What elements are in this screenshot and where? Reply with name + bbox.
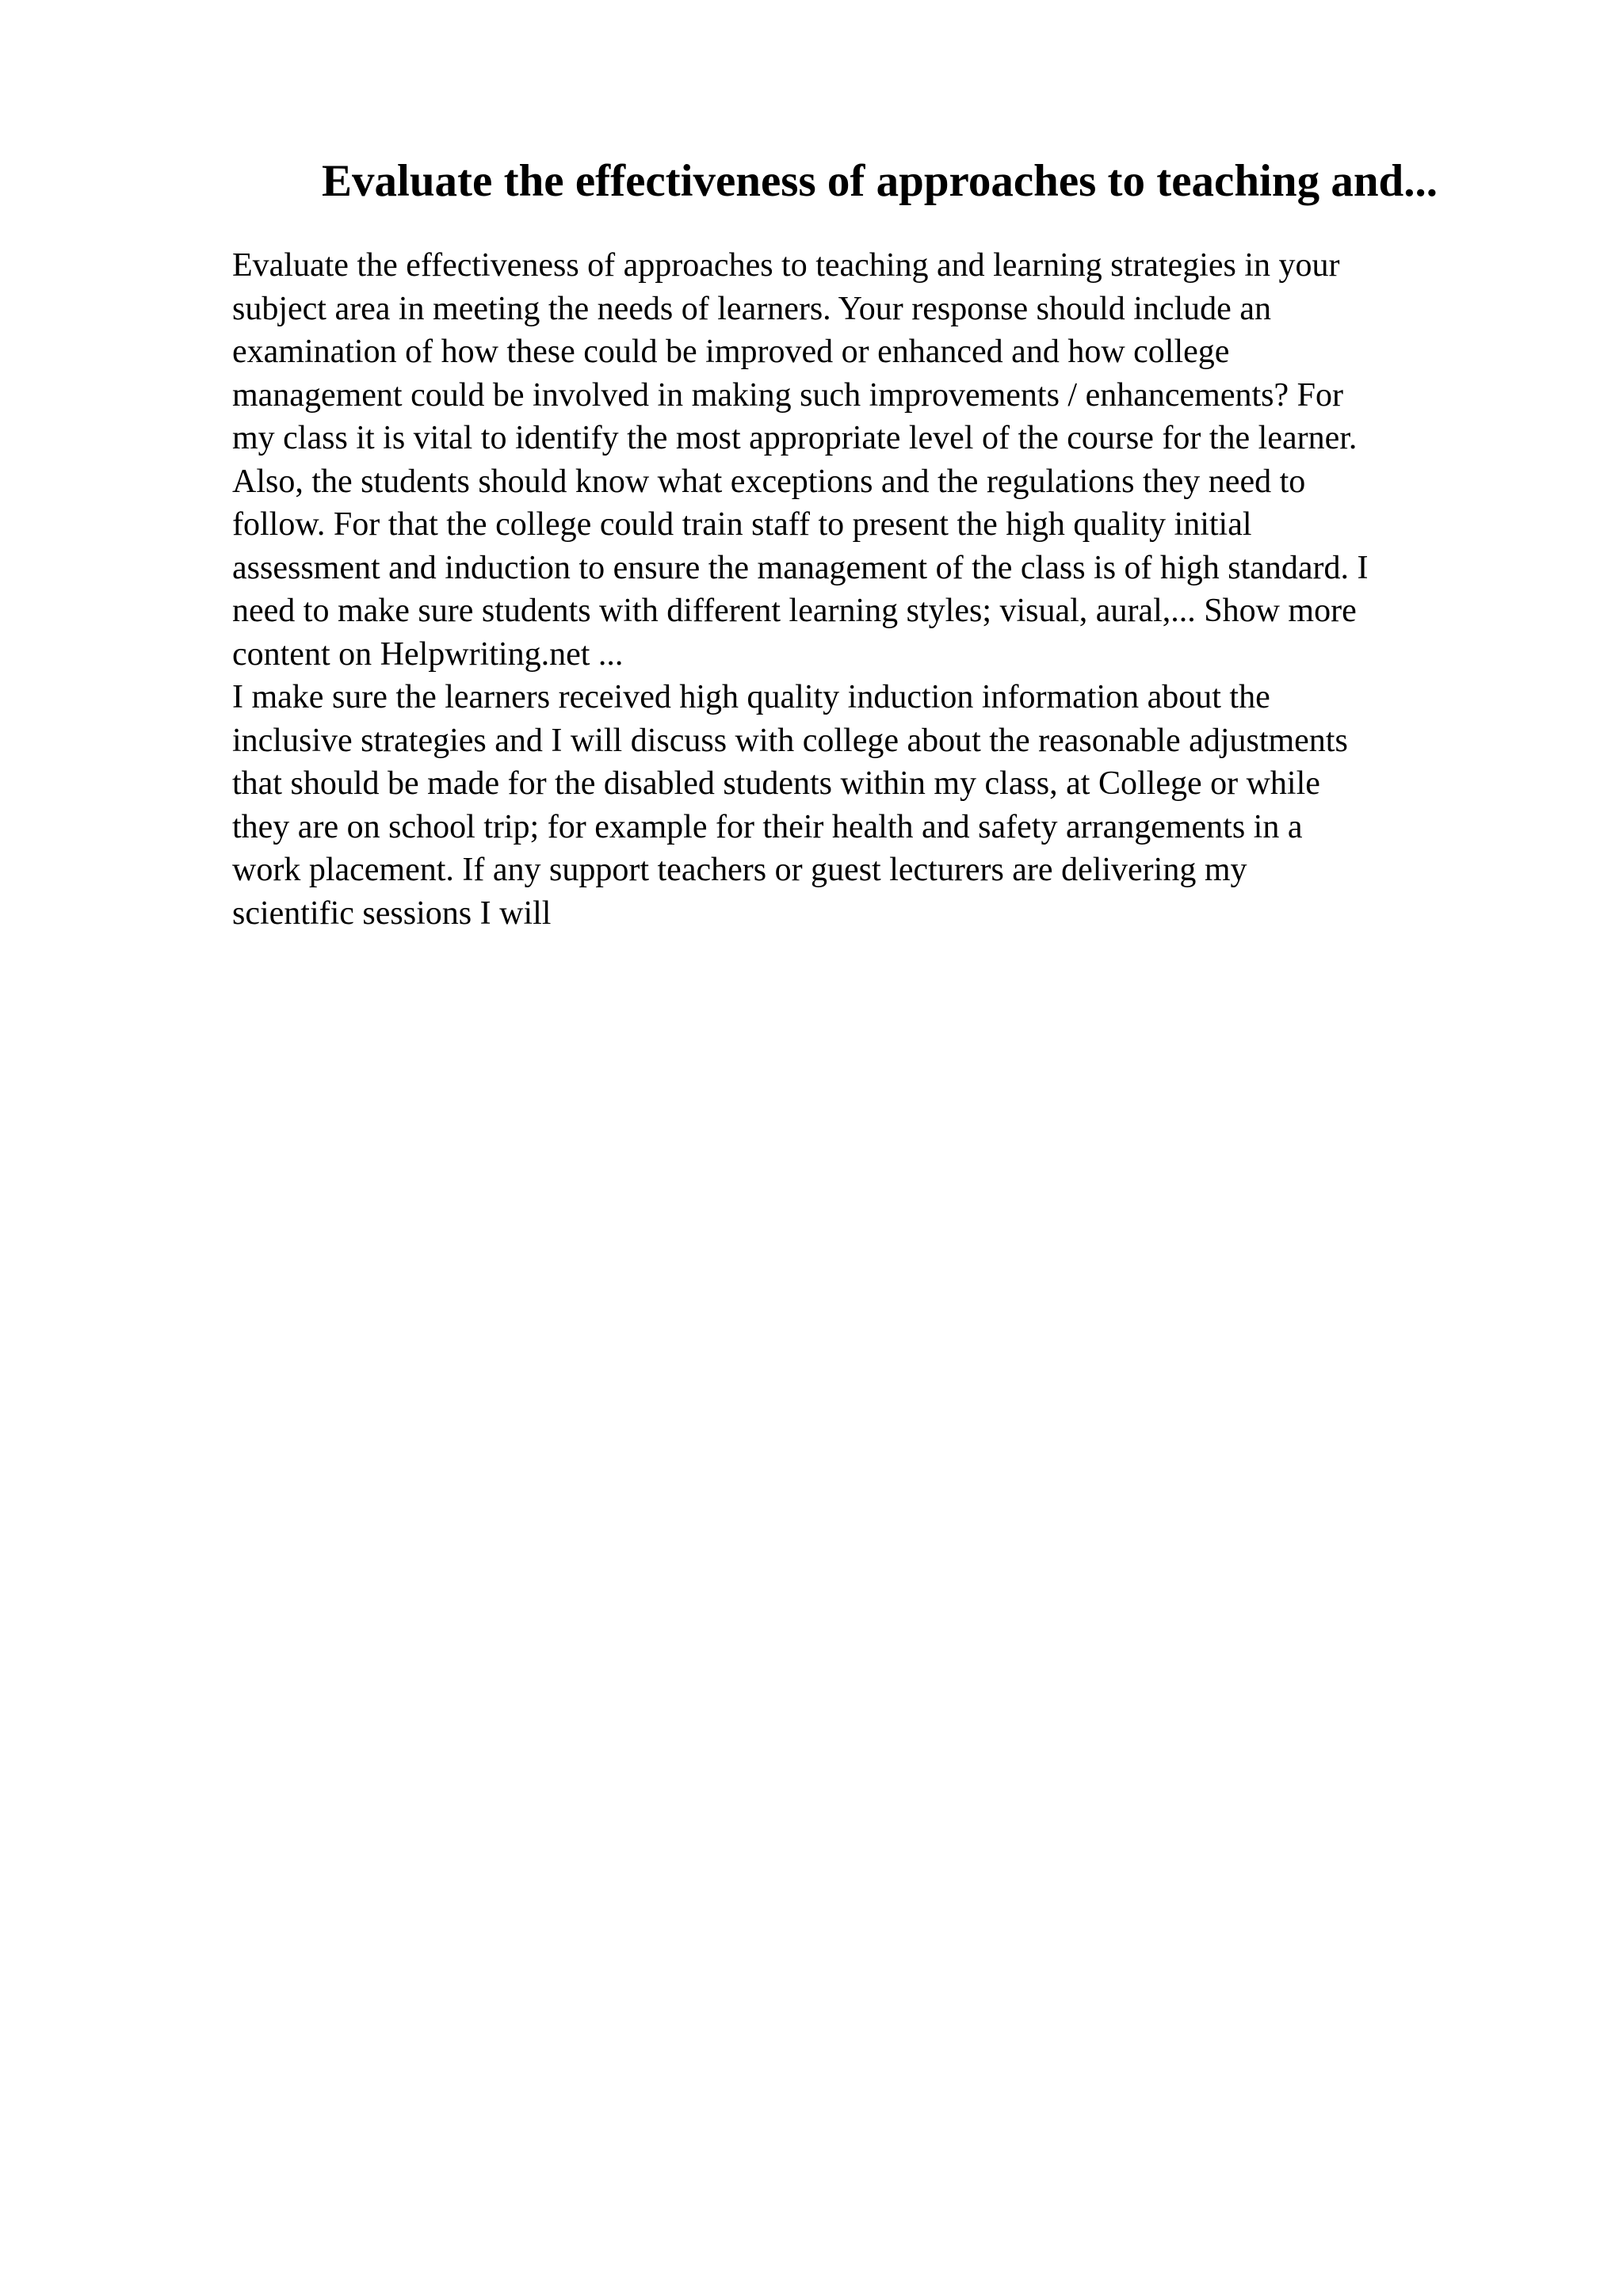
- text-line: Also, the students should know what exceptions and the regulations they need to: [232, 463, 1306, 500]
- text-line: follow. For that the college could train staff to present the high quality initial: [232, 506, 1252, 543]
- text-line: subject area in meeting the needs of learners. Your response should include an: [232, 290, 1271, 327]
- text-line: I make sure the learners received high quality induction information about the: [232, 679, 1270, 715]
- paragraph-1: [232, 244, 1500, 676]
- text-line: that should be made for the disabled students within my class, at College or while: [232, 765, 1320, 802]
- text-line: work placement. If any support teachers or guest lecturers are delivering my: [232, 852, 1247, 888]
- document-title: Evaluate the effectiveness of approaches to teaching and...: [322, 156, 1438, 206]
- text-line: scientific sessions I will: [232, 894, 552, 932]
- text-line: my class it is vital to identify the most appropriate level of the course for the learner.: [232, 420, 1358, 456]
- text-line: Evaluate the effectiveness of approaches to teaching and learning strategies in your: [232, 247, 1340, 284]
- text-line: content on Helpwriting.net ...: [232, 635, 624, 673]
- document-body: [232, 244, 1500, 935]
- text-line: inclusive strategies and I will discuss with college about the reasonable adjustments: [232, 722, 1348, 759]
- text-line: management could be involved in making such improvements / enhancements? For: [232, 376, 1343, 414]
- text-line: assessment and induction to ensure the management of the class is of high standard. I: [232, 549, 1369, 586]
- text-line: they are on school trip; for example for their health and safety arrangements in a: [232, 808, 1303, 845]
- paragraph-2: [232, 676, 1500, 935]
- text-line: examination of how these could be improved or enhanced and how college: [232, 334, 1230, 370]
- text-line: need to make sure students with different learning styles; visual, aural,... Show more: [232, 593, 1357, 629]
